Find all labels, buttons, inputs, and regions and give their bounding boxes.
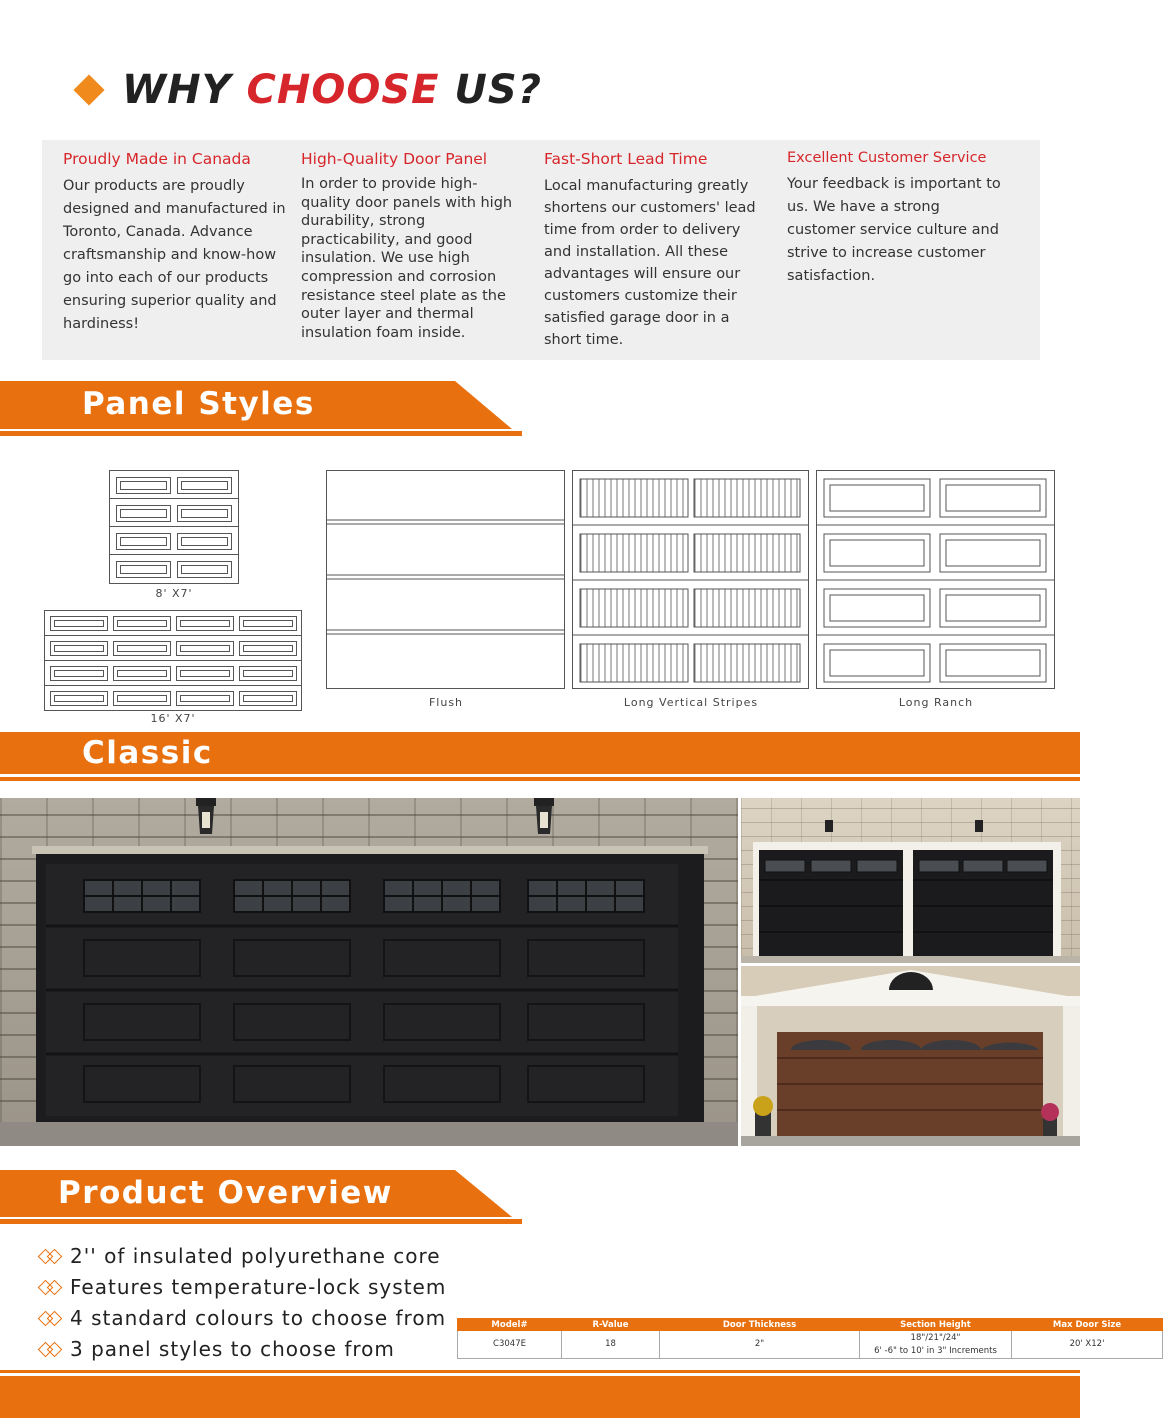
footer-bar	[0, 1376, 1080, 1418]
feature-body: Local manufacturing greatly shortens our customers' lead time from order to delivery and installation. All these advantages will ensure our customers customize their satisfied garage door in a short time.	[544, 178, 756, 348]
cell-model: C3047E	[458, 1331, 562, 1359]
double-diamond-icon	[38, 1249, 64, 1263]
list-item: 2'' of insulated polyurethane core	[38, 1240, 446, 1271]
feature-body: Our products are proudly designed and manufactured in Toronto, Canada. Advance craftsmanship and know-how go into each of our products ensuring superior quality and hardiness!	[63, 178, 286, 332]
product-overview-banner	[0, 1170, 525, 1226]
list-item: 3 panel styles to choose from	[38, 1333, 446, 1364]
cell-r-value: 18	[562, 1331, 660, 1359]
caption-vertical-stripes: Long Vertical Stripes	[623, 696, 759, 709]
caption-long-ranch: Long Ranch	[898, 696, 974, 709]
why-choose-us-heading	[72, 60, 542, 120]
list-item: Features temperature-lock system	[38, 1271, 446, 1302]
list-item: 4 standard colours to choose from	[38, 1302, 446, 1333]
classic-photo-brown-door	[741, 966, 1080, 1146]
section-heading: Classic	[82, 735, 213, 771]
header-section-height: Section Height	[860, 1319, 1012, 1331]
feature-door-panel	[301, 140, 521, 342]
feature-body: Your feedback is important to us. We have a strong customer service culture and strive to increase customer satisfaction.	[787, 176, 1001, 284]
classic-banner	[0, 732, 1080, 782]
header-thickness: Door Thickness	[660, 1319, 860, 1331]
door-drawing-vertical-stripes	[572, 470, 810, 690]
section-heading: Panel Styles	[82, 386, 315, 422]
header-r-value: R-Value	[562, 1319, 660, 1331]
door-drawing-long-ranch	[816, 470, 1056, 690]
feature-made-in-canada	[63, 140, 288, 336]
double-diamond-icon	[38, 1342, 64, 1356]
classic-photo-main	[0, 798, 738, 1146]
double-diamond-icon	[38, 1280, 64, 1294]
table-header-row	[458, 1319, 1163, 1331]
cell-thickness: 2"	[660, 1331, 860, 1359]
caption-16x7: 16' X7'	[150, 712, 196, 725]
caption-8x7: 8' X7'	[155, 587, 193, 600]
overview-feature-list	[38, 1240, 446, 1364]
door-drawing-flush	[326, 470, 566, 690]
footer-divider	[0, 1370, 1080, 1373]
features-panel	[42, 140, 1040, 360]
feature-title: Fast-Short Lead Time	[544, 150, 708, 168]
header-max-size: Max Door Size	[1012, 1319, 1163, 1331]
feature-title: High-Quality Door Panel	[301, 150, 488, 168]
cell-section-height: 18"/21"/24" 6' -6" to 10' in 3" Increments	[860, 1331, 1012, 1359]
section-heading: Product Overview	[58, 1175, 393, 1211]
door-drawing-16x7	[44, 610, 302, 711]
header-model: Model#	[458, 1319, 562, 1331]
table-row	[458, 1331, 1163, 1359]
feature-title: Excellent Customer Service	[787, 150, 987, 166]
why-title-text: WHY CHOOSE US?	[122, 67, 542, 113]
caption-flush: Flush	[428, 696, 464, 709]
panel-styles-banner	[0, 381, 525, 437]
classic-photo-double-doors	[741, 798, 1080, 963]
door-drawing-8x7	[109, 470, 239, 584]
double-diamond-icon	[38, 1311, 64, 1325]
feature-lead-time	[544, 140, 759, 351]
feature-body: In order to provide high-quality door panels with high durability, strong practicability, and good insulation. We use high compression and corrosion resistance steel plate as the outer layer and thermal insulation foam inside.	[301, 176, 513, 341]
cell-max-size: 20' X12'	[1012, 1331, 1163, 1359]
spec-table	[457, 1318, 1163, 1359]
feature-title: Proudly Made in Canada	[63, 150, 251, 168]
feature-customer-service	[787, 140, 1012, 288]
orange-diamond-icon	[73, 74, 104, 105]
